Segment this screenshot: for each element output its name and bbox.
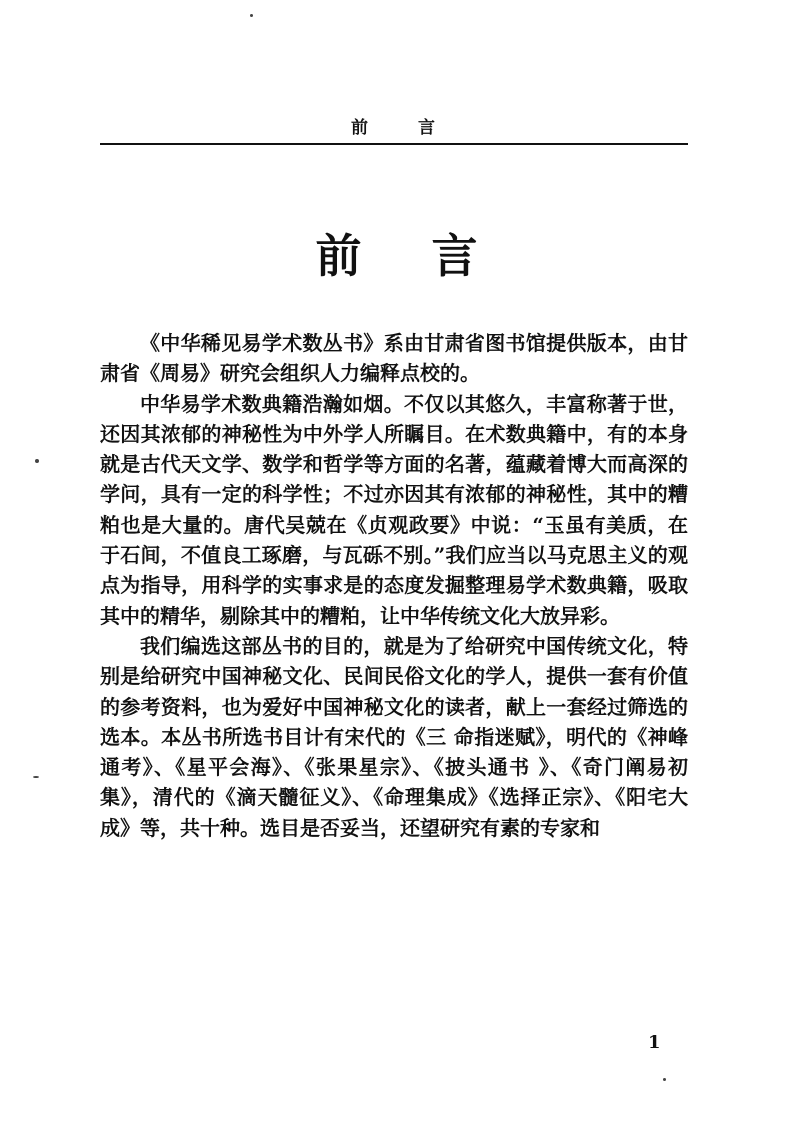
running-head-left: 前 [351, 118, 370, 138]
header-rule [100, 143, 688, 145]
paragraph: 《中华稀见易学术数丛书》系由甘肃省图书馆提供版本，由甘肃省《周易》研究会组织人力编释点校的。 [100, 331, 688, 386]
body-text [100, 328, 688, 843]
paragraph: 我们编选这部丛书的目的，就是为了给研究中国传统文化，特别是给研究中国神秘文化、民间民俗文化的学人，提供一套有价值的参考资料，也为爱好中国神秘文化的读者，献上一套经过筛选的选本。本丛书所选书目计有宋代的《三 命指迷赋》，明代的《神峰通考》、《星平会海》、《张果星宗》、《披头通书 》、《奇门阐易初集》，清代的《滴天髓征义》、《命理集成》《选择正宗》、《阳宅大成》等，共十种。选目是否妥当，还望研究有素的专家和 [100, 633, 688, 840]
page-title-right: 言 [431, 229, 478, 283]
running-head-right: 言 [418, 118, 437, 138]
scan-speck [33, 776, 39, 778]
running-head [100, 113, 688, 138]
paragraph: 中华易学术数典籍浩瀚如烟。不仅以其悠久，丰富称著于世，还因其浓郁的神秘性为中外学人所瞩目。在术数典籍中，有的本身就是古代天文学、数学和哲学等方面的名著，蕴藏着博大而高深的学问，具有一定的科学性；不过亦因其有浓郁的神秘性，其中的糟粕也是大量的。唐代吴兢在《贞观政要》中说：“玉虽有美质，在于石间，不值良工琢磨，与瓦砾不别。”我们应当以马克思主义的观点为指导，用科学的实事求是的态度发掘整理易学术数典籍，吸取其中的精华，剔除其中的糟粕，让中华传统文化大放异彩。 [100, 391, 688, 628]
scan-speck [250, 14, 253, 17]
page-title [0, 226, 793, 286]
scan-speck [663, 1078, 666, 1081]
scan-speck [35, 459, 39, 463]
page-title-left: 前 [315, 229, 362, 283]
page-number: 1 [648, 1032, 661, 1053]
